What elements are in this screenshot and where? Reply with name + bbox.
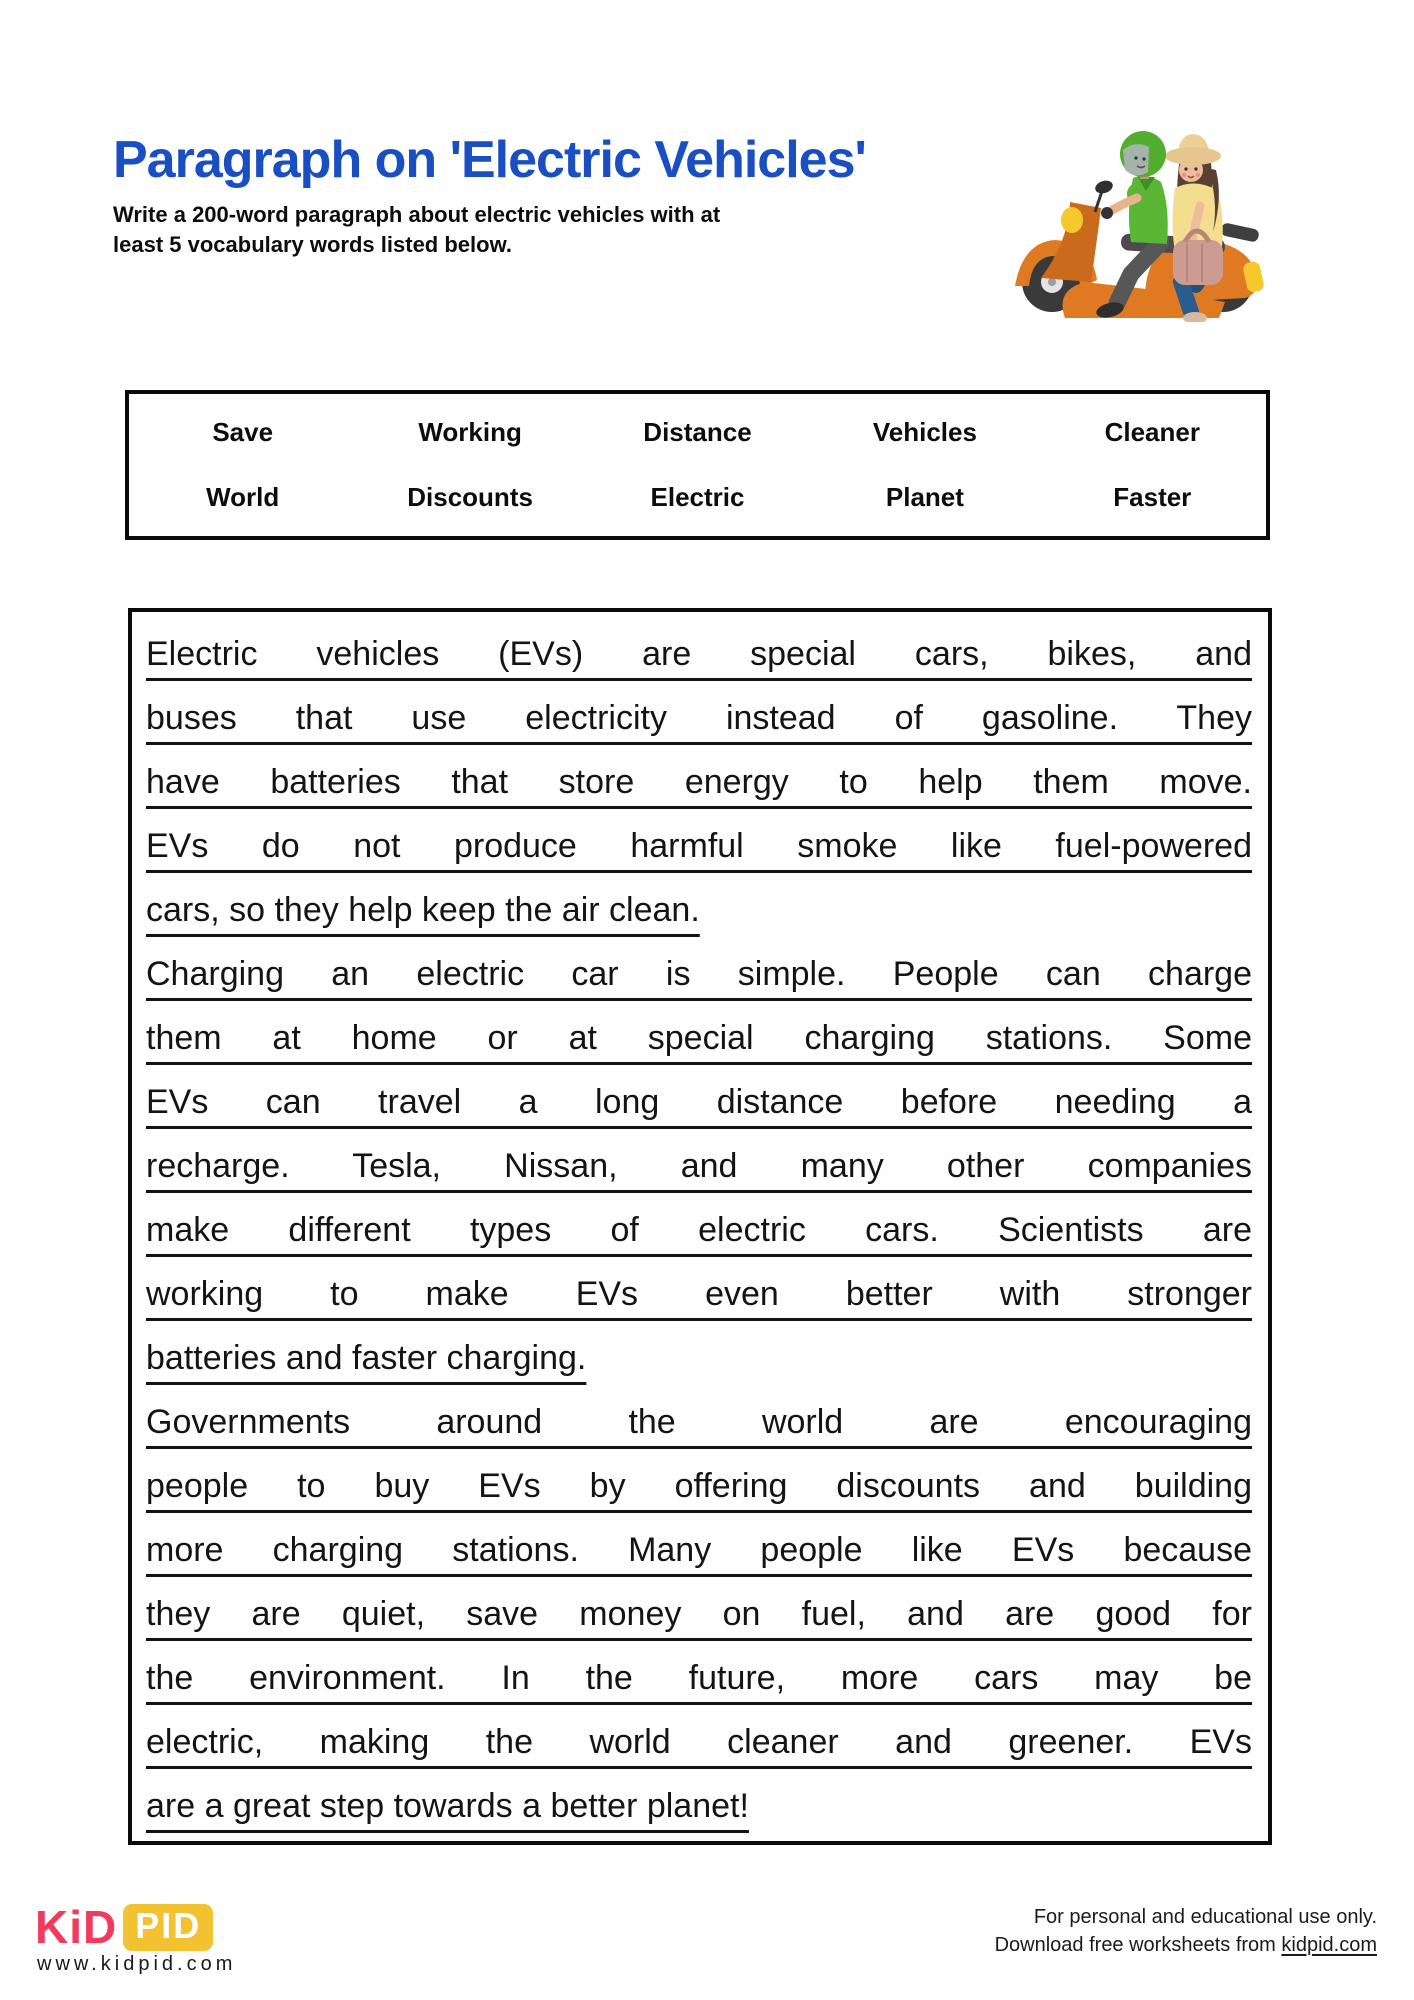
paragraph-line: EVs do not produce harmful smoke like fuel-powered bbox=[146, 827, 1252, 865]
vocab-word: Save bbox=[212, 417, 274, 447]
usage-note-line-2-prefix: Download free worksheets from bbox=[994, 1934, 1282, 1956]
vocab-word: World bbox=[206, 482, 280, 512]
usage-note bbox=[995, 1903, 1377, 1959]
instructions-line-2: least 5 vocabulary words listed below. bbox=[113, 232, 512, 257]
paragraph-line: they are quiet, save money on fuel, and are good for bbox=[146, 1595, 1252, 1633]
vocab-word: Planet bbox=[885, 482, 964, 512]
instructions-text bbox=[113, 200, 813, 260]
paragraph-line: cars, so they help keep the air clean. bbox=[146, 891, 700, 929]
paragraph-line: recharge. Tesla, Nissan, and many other companies bbox=[146, 1147, 1252, 1185]
vocab-word: Faster bbox=[1113, 482, 1192, 512]
paragraph-line: more charging stations. Many people like EVs because bbox=[146, 1531, 1252, 1569]
website-url: www.kidpid.com bbox=[37, 1953, 237, 1975]
page-title: Paragraph on 'Electric Vehicles' bbox=[113, 131, 866, 189]
paragraph-box bbox=[128, 608, 1272, 1845]
usage-note-line-2 bbox=[995, 1931, 1377, 1959]
paragraph-line: working to make EVs even better with stronger bbox=[146, 1275, 1252, 1313]
kidpid-logo bbox=[35, 1900, 213, 1954]
paragraph-line: have batteries that store energy to help them move. bbox=[146, 763, 1252, 801]
vocab-word: Electric bbox=[650, 482, 745, 512]
paragraph-line: are a great step towards a better planet! bbox=[146, 1787, 749, 1825]
paragraph-line: Charging an electric car is simple. People can charge bbox=[146, 955, 1252, 993]
paragraph-line: EVs can travel a long distance before needing a bbox=[146, 1083, 1252, 1121]
paragraph-line: them at home or at special charging stations. Some bbox=[146, 1019, 1252, 1057]
paragraph-line: buses that use electricity instead of gasoline. They bbox=[146, 699, 1252, 737]
paragraph-line: the environment. In the future, more cars may be bbox=[146, 1659, 1252, 1697]
paragraph-line: make different types of electric cars. Scientists are bbox=[146, 1211, 1252, 1249]
paragraph-line: batteries and faster charging. bbox=[146, 1339, 587, 1377]
vocab-word: Vehicles bbox=[872, 417, 977, 447]
vocabulary-box bbox=[125, 390, 1270, 540]
vocab-word: Cleaner bbox=[1104, 417, 1200, 447]
logo-kid-text: KiD bbox=[35, 1901, 118, 1953]
paragraph-line: electric, making the world cleaner and greener. EVs bbox=[146, 1723, 1252, 1761]
usage-note-line-1: For personal and educational use only. bbox=[1033, 1906, 1377, 1928]
paragraph-line: Electric vehicles (EVs) are special cars, bikes, and bbox=[146, 635, 1252, 673]
kidpid-link[interactable]: kidpid.com bbox=[1281, 1934, 1377, 1956]
paragraph-line: Governments around the world are encouraging bbox=[146, 1403, 1252, 1441]
vocab-word: Discounts bbox=[407, 482, 533, 512]
paragraph-line: people to buy EVs by offering discounts and building bbox=[146, 1467, 1252, 1505]
logo-pid-badge: PID bbox=[123, 1904, 213, 1951]
scooter-illustration bbox=[995, 90, 1295, 322]
instructions-line-1: Write a 200-word paragraph about electric vehicles with at bbox=[113, 202, 721, 227]
paragraph-lines bbox=[146, 622, 1252, 1838]
vocab-word: Distance bbox=[643, 417, 752, 447]
vocab-grid bbox=[129, 394, 1266, 536]
vocab-word: Working bbox=[418, 417, 522, 447]
